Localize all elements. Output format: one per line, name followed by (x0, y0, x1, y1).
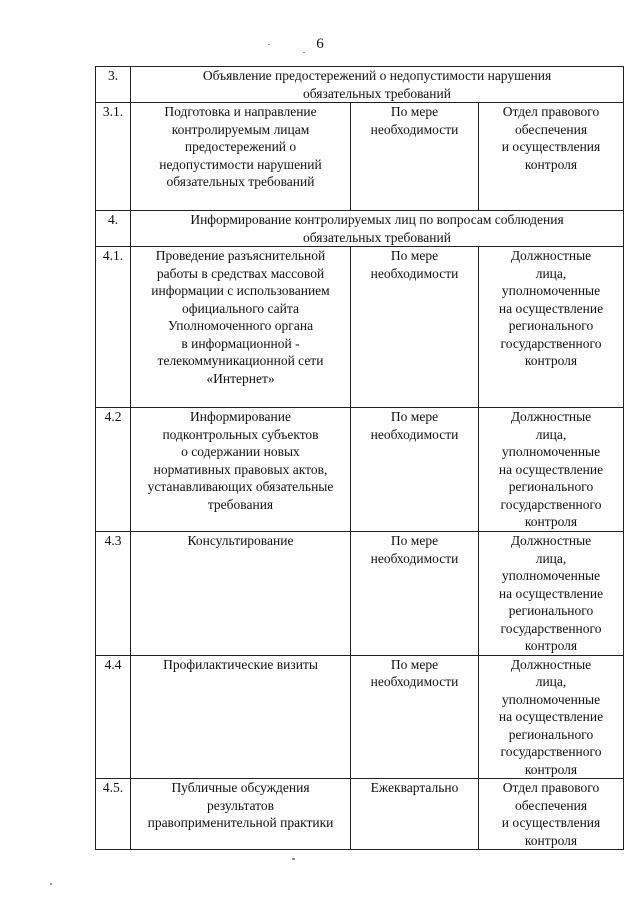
row-number: 4.5. (96, 779, 131, 850)
scan-speck (50, 883, 52, 885)
row-number: 4.2 (96, 408, 131, 532)
section-title: Объявление предостережений о недопустимости нарушения обязательных требований (131, 67, 624, 103)
section-row (96, 211, 624, 247)
scan-speck (268, 44, 270, 45)
row-number: 4.4 (96, 655, 131, 779)
measure-cell: Публичные обсуждения результатов правоприменительной практики (131, 779, 351, 850)
row-number: 3. (96, 67, 131, 103)
term-cell: По мере необходимости (351, 408, 479, 532)
row-number: 3.1. (96, 103, 131, 211)
term-cell: По мере необходимости (351, 532, 479, 656)
responsible-cell: Должностные лица, уполномоченные на осуществление регионального государственного контроля (479, 655, 624, 779)
prevention-plan-table (95, 66, 624, 850)
term-cell: Ежеквартально (351, 779, 479, 850)
scan-speck (303, 52, 305, 53)
table-row (96, 408, 624, 532)
row-number: 4. (96, 211, 131, 247)
table-row (96, 655, 624, 779)
responsible-cell: Отдел правового обеспечения и осуществления контроля (479, 103, 624, 211)
term-cell: По мере необходимости (351, 247, 479, 408)
table-row (96, 247, 624, 408)
table-row (96, 532, 624, 656)
row-number: 4.3 (96, 532, 131, 656)
page-number: 6 (316, 36, 324, 52)
table-row (96, 103, 624, 211)
term-cell: По мере необходимости (351, 655, 479, 779)
scan-speck (292, 858, 295, 860)
section-title: Информирование контролируемых лиц по вопросам соблюдения обязательных требований (131, 211, 624, 247)
responsible-cell: Должностные лица, уполномоченные на осуществление регионального государственного контроля (479, 408, 624, 532)
table-row (96, 779, 624, 850)
term-cell: По мере необходимости (351, 103, 479, 211)
measure-cell: Информирование подконтрольных субъектов о содержании новых нормативных правовых актов, устанавливающих обязательные требования (131, 408, 351, 532)
measure-cell: Консультирование (131, 532, 351, 656)
measure-cell: Подготовка и направление контролируемым лицам предостережений о недопустимости нарушений обязательных требований (131, 103, 351, 211)
responsible-cell: Должностные лица, уполномоченные на осуществление регионального государственного контроля (479, 532, 624, 656)
row-number: 4.1. (96, 247, 131, 408)
responsible-cell: Должностные лица, уполномоченные на осуществление регионального государственного контроля (479, 247, 624, 408)
measure-cell: Профилактические визиты (131, 655, 351, 779)
responsible-cell: Отдел правового обеспечения и осуществления контроля (479, 779, 624, 850)
section-row (96, 67, 624, 103)
measure-cell: Проведение разъяснительной работы в средствах массовой информации с использованием официального сайта Уполномоченного органа в информационной - телекоммуникационной сети «Интернет» (131, 247, 351, 408)
